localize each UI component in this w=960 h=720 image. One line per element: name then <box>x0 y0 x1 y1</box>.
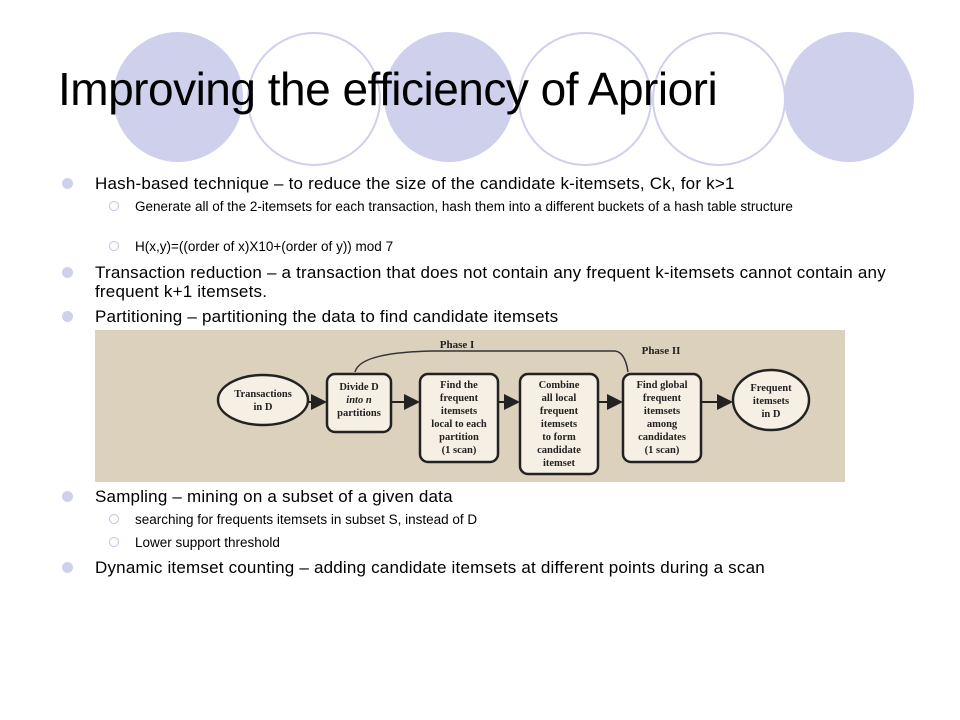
divide-line-1: Divide D <box>339 382 379 393</box>
phase2-label: Phase II <box>641 345 681 357</box>
phase1-label: Phase I <box>439 339 475 351</box>
frequent-line-3: in D <box>761 409 781 420</box>
combine-line-3: frequent <box>539 406 579 417</box>
find-local-line-3: itemsets <box>440 406 478 417</box>
sub-bullet-searching-subset: searching for frequents itemsets in subset S, instead of D <box>135 512 920 527</box>
combine-line-4: itemsets <box>540 419 578 430</box>
divide-line-3: partitions <box>337 408 381 419</box>
find-local-line-6: (1 scan) <box>441 445 477 456</box>
combine-line-2: all local <box>541 393 577 404</box>
combine-line-7: itemset <box>542 458 576 469</box>
find-global-line-3: itemsets <box>643 406 681 417</box>
find-local-line-5: partition <box>439 432 479 443</box>
transactions-line-2: in D <box>253 402 273 413</box>
find-global-line-5: candidates <box>638 432 686 443</box>
sub-bullet-hash-function: H(x,y)=((order of x)X10+(order of y)) mod 7 <box>135 239 920 254</box>
frequent-line-1: Frequent <box>750 383 792 394</box>
combine-line-6: candidate <box>537 445 581 456</box>
sub-bullet-lower-support: Lower support threshold <box>135 535 920 550</box>
sub-bullet-generate-2-itemsets: Generate all of the 2-itemsets for each transaction, hash them into a different buckets of a hash table structure <box>135 199 920 214</box>
decor-circle-3 <box>784 32 914 162</box>
find-global-line-6: (1 scan) <box>644 445 680 456</box>
bullet-dynamic-itemset-counting: Dynamic itemset counting – adding candidate itemsets at different points during a scan <box>95 558 904 577</box>
frequent-line-2: itemsets <box>752 396 790 407</box>
slide-title: Improving the efficiency of Apriori <box>58 63 718 115</box>
combine-line-5: to form <box>542 432 576 443</box>
find-global-line-4: among <box>646 419 678 430</box>
partitioning-diagram <box>95 330 845 482</box>
find-global-line-1: Find global <box>636 380 688 391</box>
combine-line-1: Combine <box>538 380 580 391</box>
bullet-partitioning: Partitioning – partitioning the data to find candidate itemsets <box>95 307 904 326</box>
find-local-line-2: frequent <box>439 393 479 404</box>
divide-line-2: into n <box>346 395 372 406</box>
bullet-sampling: Sampling – mining on a subset of a given data <box>95 487 904 506</box>
find-local-line-1: Find the <box>440 380 478 391</box>
bullet-transaction-reduction: Transaction reduction – a transaction that does not contain any frequent k-itemsets cannot contain any frequent k+1 itemsets. <box>95 263 904 301</box>
find-local-line-4: local to each <box>431 419 487 430</box>
bullet-hash-based: Hash-based technique – to reduce the size of the candidate k-itemsets, Ck, for k>1 <box>95 174 904 193</box>
transactions-line-1: Transactions <box>234 389 292 400</box>
node-transactions <box>218 375 308 425</box>
find-global-line-2: frequent <box>642 393 682 404</box>
